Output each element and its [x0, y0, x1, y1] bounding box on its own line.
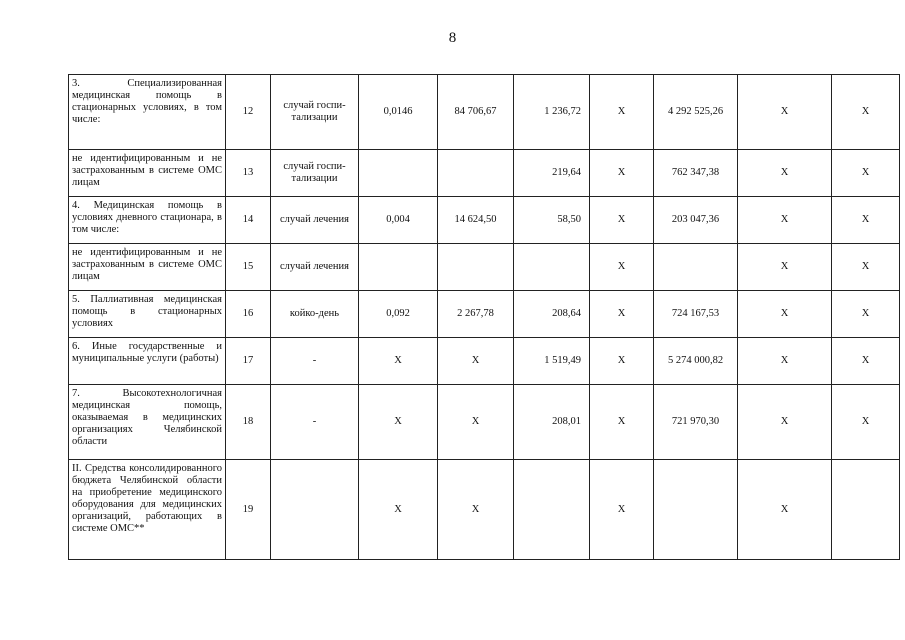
- cell-total: [654, 460, 738, 560]
- cell-line-number: 19: [226, 460, 271, 560]
- cell-x-marker: X: [832, 75, 900, 150]
- cell-x-marker: X: [738, 197, 832, 244]
- cell-unit-cost: 2 267,78: [438, 291, 514, 338]
- table-row: [69, 338, 900, 385]
- cell-per-capita: 208,64: [514, 291, 590, 338]
- cell-norm: 0,004: [359, 197, 438, 244]
- cell-line-number: 18: [226, 385, 271, 460]
- cell-per-capita: 58,50: [514, 197, 590, 244]
- cell-per-capita: 1 236,72: [514, 75, 590, 150]
- cell-unit-cost: [438, 244, 514, 291]
- cell-service-name: 7. Высокотехнологичная медицинская помощь, оказываемая в медицинских организациях Челябинской области: [69, 385, 226, 460]
- cell-unit: случай госпи-тализации: [271, 75, 359, 150]
- cell-unit: койко-день: [271, 291, 359, 338]
- cell-norm: [359, 150, 438, 197]
- cell-norm: X: [359, 460, 438, 560]
- cell-unit-cost: X: [438, 385, 514, 460]
- cell-x-marker: X: [738, 75, 832, 150]
- cell-total: 762 347,38: [654, 150, 738, 197]
- cell-x-marker: [832, 460, 900, 560]
- cell-service-name: II. Средства консолидированного бюджета Челябинской области на приобретение медицинского оборудования для медицинских организаций, работающих в системе ОМС**: [69, 460, 226, 560]
- cell-line-number: 14: [226, 197, 271, 244]
- cell-per-capita: 208,01: [514, 385, 590, 460]
- cell-unit-cost: 14 624,50: [438, 197, 514, 244]
- table-row: [69, 150, 900, 197]
- cell-total: 721 970,30: [654, 385, 738, 460]
- page-number: 8: [448, 30, 457, 46]
- cell-service-name: 6. Иные государственные и муниципальные услуги (работы): [69, 338, 226, 385]
- table-row: [69, 385, 900, 460]
- cell-line-number: 12: [226, 75, 271, 150]
- cell-total: 724 167,53: [654, 291, 738, 338]
- cell-service-name: 3. Специализированная медицинская помощь в стационарных условиях, в том числе:: [69, 75, 226, 150]
- cell-total: 4 292 525,26: [654, 75, 738, 150]
- cell-per-capita: [514, 460, 590, 560]
- cell-norm: 0,0146: [359, 75, 438, 150]
- cell-x-marker: X: [590, 197, 654, 244]
- cell-x-marker: X: [832, 244, 900, 291]
- cell-service-name: 5. Паллиативная медицинская помощь в стационарных условиях: [69, 291, 226, 338]
- cell-x-marker: X: [590, 385, 654, 460]
- cell-x-marker: X: [590, 150, 654, 197]
- cell-unit: случай госпи-тализации: [271, 150, 359, 197]
- cell-line-number: 17: [226, 338, 271, 385]
- cell-unit-cost: 84 706,67: [438, 75, 514, 150]
- cell-service-name: 4. Медицинская помощь в условиях дневного стационара, в том числе:: [69, 197, 226, 244]
- cell-x-marker: X: [590, 244, 654, 291]
- cell-norm: X: [359, 338, 438, 385]
- cell-x-marker: X: [832, 291, 900, 338]
- cell-x-marker: X: [590, 460, 654, 560]
- cell-line-number: 13: [226, 150, 271, 197]
- table-row: [69, 197, 900, 244]
- cell-unit-cost: X: [438, 338, 514, 385]
- cell-norm: X: [359, 385, 438, 460]
- cell-x-marker: X: [738, 338, 832, 385]
- table-row: [69, 244, 900, 291]
- cell-x-marker: X: [738, 244, 832, 291]
- cell-total: [654, 244, 738, 291]
- cell-per-capita: 219,64: [514, 150, 590, 197]
- cell-unit: случай лечения: [271, 244, 359, 291]
- table-row: [69, 75, 900, 150]
- table-row: [69, 291, 900, 338]
- cell-per-capita: 1 519,49: [514, 338, 590, 385]
- cell-unit-cost: X: [438, 460, 514, 560]
- cell-service-name: не идентифицированным и не застрахованным в системе ОМС лицам: [69, 244, 226, 291]
- cell-unit: [271, 460, 359, 560]
- cell-line-number: 15: [226, 244, 271, 291]
- cell-x-marker: X: [832, 150, 900, 197]
- cell-x-marker: X: [832, 338, 900, 385]
- cell-x-marker: X: [738, 460, 832, 560]
- cell-x-marker: X: [738, 385, 832, 460]
- cell-x-marker: X: [738, 291, 832, 338]
- cell-per-capita: [514, 244, 590, 291]
- cell-total: 5 274 000,82: [654, 338, 738, 385]
- cell-x-marker: X: [832, 385, 900, 460]
- cell-x-marker: X: [738, 150, 832, 197]
- cell-unit: -: [271, 385, 359, 460]
- cell-norm: 0,092: [359, 291, 438, 338]
- cell-service-name: не идентифицированным и не застрахованным в системе ОМС лицам: [69, 150, 226, 197]
- cell-x-marker: X: [832, 197, 900, 244]
- cell-unit-cost: [438, 150, 514, 197]
- cell-x-marker: X: [590, 291, 654, 338]
- cell-unit: случай лечения: [271, 197, 359, 244]
- cell-x-marker: X: [590, 75, 654, 150]
- cell-unit: -: [271, 338, 359, 385]
- financing-table: [68, 74, 900, 560]
- cell-line-number: 16: [226, 291, 271, 338]
- cell-norm: [359, 244, 438, 291]
- cell-total: 203 047,36: [654, 197, 738, 244]
- cell-x-marker: X: [590, 338, 654, 385]
- table-row: [69, 460, 900, 560]
